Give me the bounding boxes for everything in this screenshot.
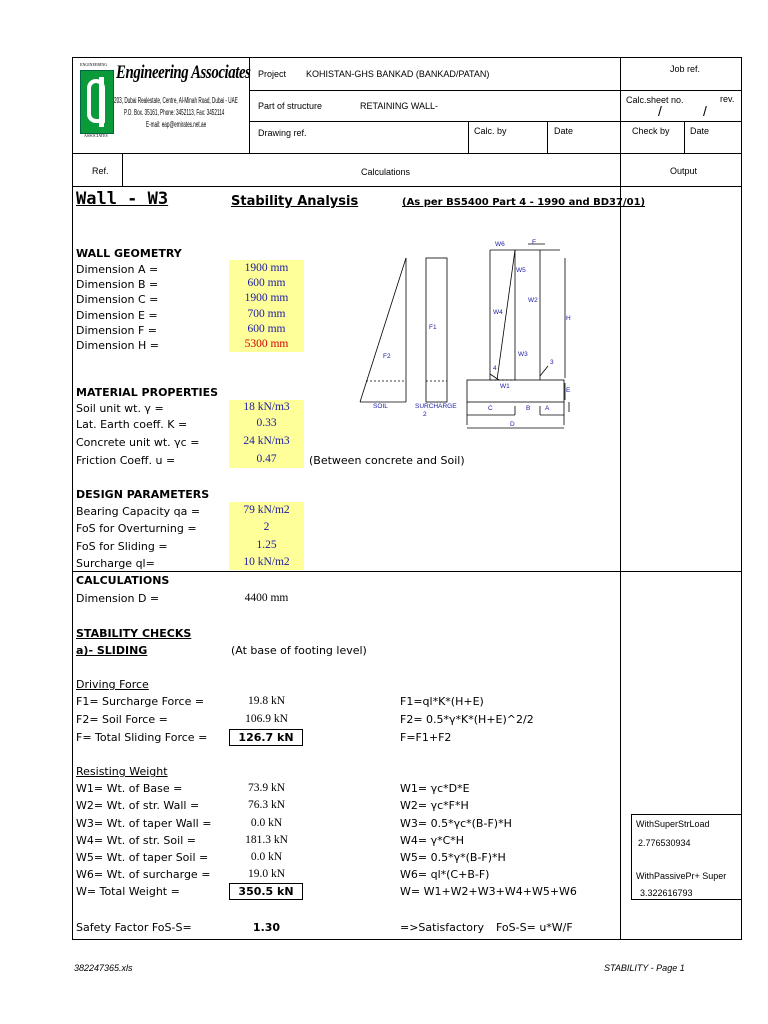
company-address-2: P.O. Box. 35161, Phone: 3452113, Fax: 3452114 [124, 108, 225, 117]
surcharge-rectangle [426, 258, 447, 402]
calculations-label: Calculations [361, 167, 411, 177]
sliding-note: (At base of footing level) [231, 644, 367, 657]
label-f2: F2 [383, 353, 391, 360]
resisting-heading: Resisting Weight [76, 765, 168, 778]
w-total-formula: W= W1+W2+W3+W4+W5+W6 [400, 885, 577, 898]
bearing-value: 79 kN/m2 [243, 504, 290, 516]
dim-e-label: Dimension E = [76, 309, 158, 322]
w4-value: 181.3 kN [245, 834, 288, 846]
earth-coeff-label: Lat. Earth coeff. K = [76, 418, 188, 431]
dim-h-label: Dimension H = [76, 339, 159, 352]
dim-a-label: Dimension A = [76, 263, 159, 276]
label-surcharge-2: 2 [423, 411, 427, 418]
w2-label: W2= Wt. of str. Wall = [76, 799, 200, 812]
label-a: A [545, 405, 550, 412]
label-c: C [488, 405, 493, 412]
dim-d-label: Dimension D = [76, 592, 160, 605]
dim-d-value: 4400 mm [244, 592, 289, 604]
label-surcharge: SURCHARGE [415, 403, 457, 410]
output-label: Output [670, 166, 698, 176]
label-d: D [510, 421, 515, 428]
label-w3: W3 [518, 351, 528, 358]
slash-1: / [658, 103, 662, 119]
company-address-1: 203, Dubai Realestate, Centre, Al-Minah Road, Dubai - UAE [114, 96, 238, 105]
safety-result: =>Satisfactory [400, 921, 484, 934]
check-by-label: Check by [632, 126, 670, 136]
bearing-label: Bearing Capacity qa = [76, 505, 201, 518]
f2-formula: F2= 0.5*γ*K*(H+E)^2/2 [400, 713, 534, 726]
soil-pressure-triangle [360, 258, 406, 402]
dim-f-value: 600 mm [247, 323, 286, 335]
with-super-label: WithSuperStrLoad [636, 819, 710, 829]
job-ref-label: Job ref. [670, 64, 701, 74]
footer-page: STABILITY - Page 1 [604, 963, 685, 973]
logo-bottom-text: ASSOCIATES [84, 133, 108, 138]
with-passive-value: 3.322616793 [640, 888, 693, 898]
geometry-heading: WALL GEOMETRY [76, 247, 182, 260]
label-b: B [526, 405, 531, 412]
dim-f-label: Dimension F = [76, 324, 158, 337]
company-email: E-mail: eap@emirates.net.ae [146, 120, 207, 129]
stability-heading: STABILITY CHECKS [76, 627, 192, 640]
safety-label: Safety Factor FoS-S= [76, 921, 192, 934]
calc-by-label: Calc. by [474, 126, 507, 136]
analysis-title: Stability Analysis [231, 194, 359, 209]
dim-b-label: Dimension B = [76, 278, 159, 291]
friction-label: Friction Coeff. u = [76, 454, 176, 467]
label-w1: W1 [500, 383, 510, 390]
fos-sliding-label: FoS for Sliding = [76, 540, 168, 553]
sliding-heading: a)- SLIDING [76, 644, 148, 657]
material-heading: MATERIAL PROPERTIES [76, 386, 219, 399]
label-w5: W5 [516, 267, 526, 274]
label-e: E [566, 387, 571, 394]
dim-a-value: 1900 mm [244, 262, 289, 274]
w1-value: 73.9 kN [247, 782, 286, 794]
f-total-value: 126.7 kN [229, 729, 303, 746]
dim-c-label: Dimension C = [76, 293, 159, 306]
concrete-wt-label: Concrete unit wt. γc = [76, 436, 200, 449]
label-3: 3 [550, 359, 554, 366]
soil-wt-value: 18 kN/m3 [243, 401, 290, 413]
label-soil: SOIL [373, 403, 388, 410]
w5-value: 0.0 kN [250, 851, 283, 863]
date-label: Date [554, 126, 574, 136]
fos-overturning-value: 2 [263, 521, 270, 533]
with-super-value: 2.776530934 [638, 838, 691, 848]
w6-label: W6= Wt. of surcharge = [76, 868, 211, 881]
label-f1: F1 [429, 324, 437, 331]
f-total-label: F= Total Sliding Force = [76, 731, 208, 744]
w1-formula: W1= γc*D*E [400, 782, 470, 795]
w2-formula: W2= γc*F*H [400, 799, 469, 812]
f1-formula: F1=ql*K*(H+E) [400, 695, 484, 708]
drawing-ref-label: Drawing ref. [258, 128, 307, 138]
safety-formula: FoS-S= u*W/F [496, 921, 573, 934]
date2-label: Date [690, 126, 710, 136]
dim-h-value: 5300 mm [244, 338, 289, 350]
f1-label: F1= Surcharge Force = [76, 695, 205, 708]
surcharge-label: Surcharge ql= [76, 557, 155, 570]
label-h: H [566, 315, 571, 322]
w2-value: 76.3 kN [247, 799, 286, 811]
calc-sheet-label: Calc.sheet no. [626, 95, 684, 105]
friction-value: 0.47 [256, 453, 277, 465]
w6-value: 19.0 kN [247, 868, 286, 880]
f2-value: 106.9 kN [245, 713, 288, 725]
logo-top-text: ENGINEERING [80, 62, 108, 67]
part-value: RETAINING WALL- [360, 101, 439, 111]
fos-overturning-label: FoS for Overturning = [76, 522, 197, 535]
label-w4: W4 [493, 309, 503, 316]
calculations-heading: CALCULATIONS [76, 574, 170, 587]
surcharge-value: 10 kN/m2 [243, 556, 290, 568]
logo-mark [80, 70, 114, 134]
ref-label: Ref. [92, 166, 109, 176]
friction-note: (Between concrete and Soil) [309, 454, 465, 467]
w4-label: W4= Wt. of str. Soil = [76, 834, 196, 847]
company-logo [80, 62, 251, 150]
label-4: 4 [493, 365, 497, 372]
footer-file: 382247365.xls [74, 963, 133, 973]
w3-value: 0.0 kN [250, 817, 283, 829]
dim-c-value: 1900 mm [244, 292, 289, 304]
company-name: Engineering Associates [116, 62, 251, 83]
w1-label: W1= Wt. of Base = [76, 782, 183, 795]
w-total-value: 350.5 kN [229, 883, 303, 900]
project-label: Project [258, 69, 287, 79]
driving-heading: Driving Force [76, 678, 149, 691]
soil-wt-label: Soil unit wt. γ = [76, 402, 164, 415]
wall-title: Wall - W3 [76, 189, 169, 209]
label-w2: W2 [528, 297, 538, 304]
label-f: F [532, 239, 536, 246]
earth-coeff-value: 0.33 [256, 417, 277, 429]
w3-label: W3= Wt. of taper Wall = [76, 817, 212, 830]
design-heading: DESIGN PARAMETERS [76, 488, 210, 501]
label-w6: W6 [495, 241, 505, 248]
project-value: KOHISTAN-GHS BANKAD (BANKAD/PATAN) [306, 69, 490, 79]
safety-value: 1.30 [252, 921, 281, 934]
wall-section [467, 244, 569, 428]
dim-b-value: 600 mm [247, 277, 286, 289]
dim-e-value: 700 mm [247, 308, 286, 320]
concrete-wt-value: 24 kN/m3 [243, 435, 290, 447]
w5-label: W5= Wt. of taper Soil = [76, 851, 209, 864]
f-total-formula: F=F1+F2 [400, 731, 452, 744]
f1-value: 19.8 kN [247, 695, 286, 707]
part-label: Part of structure [258, 101, 323, 111]
fos-sliding-value: 1.25 [256, 539, 277, 551]
f2-label: F2= Soil Force = [76, 713, 168, 726]
w4-formula: W4= γ*C*H [400, 834, 465, 847]
w-total-label: W= Total Weight = [76, 885, 180, 898]
rev-label: rev. [720, 94, 735, 104]
w3-formula: W3= 0.5*γc*(B-F)*H [400, 817, 512, 830]
slash-2: / [703, 103, 707, 119]
w5-formula: W5= 0.5*γ*(B-F)*H [400, 851, 506, 864]
w6-formula: W6= ql*(C+B-F) [400, 868, 490, 881]
standard-note: (As per BS5400 Part 4 - 1990 and BD37/01) [402, 197, 646, 208]
with-passive-label: WithPassivePr+ Super [636, 871, 727, 881]
